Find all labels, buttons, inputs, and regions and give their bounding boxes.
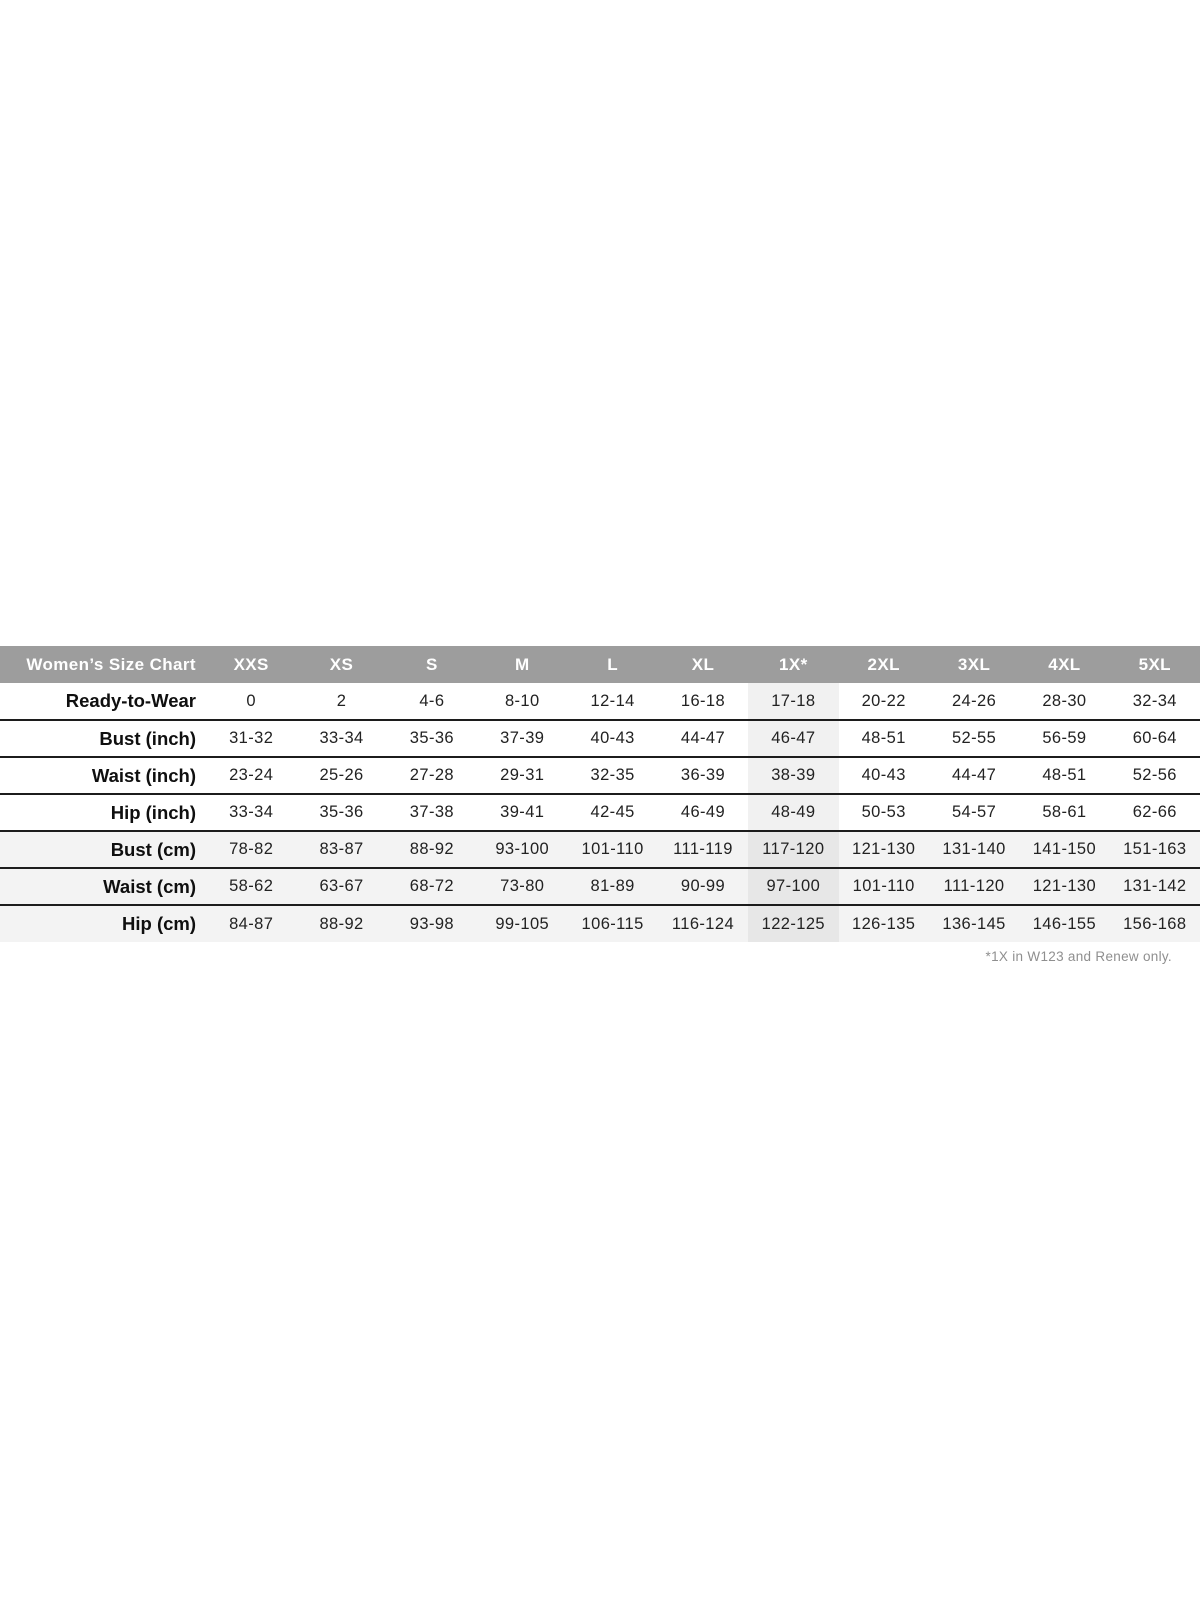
size-column-header: XS bbox=[296, 646, 386, 683]
size-cell: 106-115 bbox=[567, 905, 657, 942]
size-cell: 83-87 bbox=[296, 831, 386, 868]
size-cell: 111-120 bbox=[929, 868, 1019, 905]
row-label: Hip (cm) bbox=[0, 905, 206, 942]
size-cell: 68-72 bbox=[387, 868, 477, 905]
size-cell: 101-110 bbox=[567, 831, 657, 868]
size-column-header: 1X* bbox=[748, 646, 838, 683]
size-cell: 20-22 bbox=[861, 691, 906, 710]
size-cell: 63-67 bbox=[296, 868, 386, 905]
table-row bbox=[0, 868, 1200, 905]
table-header-row bbox=[0, 646, 1200, 683]
size-cell: 131-142 bbox=[1110, 868, 1200, 905]
size-cell: 16-18 bbox=[680, 691, 726, 710]
size-cell: 46-47 bbox=[748, 720, 838, 757]
table-row bbox=[0, 757, 1200, 794]
size-cell: 93-98 bbox=[387, 905, 477, 942]
table-body bbox=[0, 683, 1200, 942]
size-column-header: 2XL bbox=[839, 646, 929, 683]
table-row bbox=[0, 831, 1200, 868]
table-row bbox=[0, 794, 1200, 831]
size-column-header: 5XL bbox=[1110, 646, 1200, 683]
size-cell: 84-87 bbox=[206, 905, 296, 942]
size-cell: 28-30 bbox=[1042, 691, 1087, 710]
size-cell: 33-34 bbox=[296, 720, 386, 757]
size-cell: 42-45 bbox=[567, 794, 657, 831]
row-label: Waist (inch) bbox=[0, 757, 206, 794]
size-cell: 17-18 bbox=[748, 683, 838, 720]
size-cell: 40-43 bbox=[567, 720, 657, 757]
womens-size-chart-table bbox=[0, 646, 1200, 942]
size-cell: 62-66 bbox=[1110, 794, 1200, 831]
size-cell: 36-39 bbox=[658, 757, 748, 794]
size-chart-container bbox=[0, 646, 1200, 964]
row-label: Hip (inch) bbox=[0, 794, 206, 831]
size-cell: 32-34 bbox=[1132, 691, 1177, 710]
size-cell: 44-47 bbox=[929, 757, 1019, 794]
size-cell: 156-168 bbox=[1110, 905, 1200, 942]
size-cell: 78-82 bbox=[206, 831, 296, 868]
size-cell: 39-41 bbox=[477, 794, 567, 831]
size-cell: 54-57 bbox=[929, 794, 1019, 831]
table-title: Women’s Size Chart bbox=[0, 646, 206, 683]
row-label: Ready-to-Wear bbox=[65, 690, 196, 711]
size-column-header: XL bbox=[658, 646, 748, 683]
size-cell: 24-26 bbox=[951, 691, 997, 710]
size-cell: 25-26 bbox=[296, 757, 386, 794]
size-cell: 33-34 bbox=[206, 794, 296, 831]
size-cell: 131-140 bbox=[929, 831, 1019, 868]
size-cell: 12-14 bbox=[590, 691, 635, 710]
size-cell: 73-80 bbox=[477, 868, 567, 905]
size-cell: 151-163 bbox=[1110, 831, 1200, 868]
size-cell: 52-55 bbox=[929, 720, 1019, 757]
size-cell: 46-49 bbox=[658, 794, 748, 831]
footnote: *1X in W123 and Renew only. bbox=[985, 949, 1172, 964]
size-cell: 56-59 bbox=[1019, 720, 1109, 757]
size-cell: 50-53 bbox=[839, 794, 929, 831]
size-cell: 23-24 bbox=[206, 757, 296, 794]
size-cell: 48-49 bbox=[748, 794, 838, 831]
size-cell: 88-92 bbox=[296, 905, 386, 942]
size-cell: 8-10 bbox=[504, 691, 540, 710]
size-cell: 116-124 bbox=[658, 905, 748, 942]
size-cell: 126-135 bbox=[839, 905, 929, 942]
size-cell: 38-39 bbox=[748, 757, 838, 794]
size-cell: 48-51 bbox=[1019, 757, 1109, 794]
size-cell: 146-155 bbox=[1019, 905, 1109, 942]
row-label: Waist (cm) bbox=[0, 868, 206, 905]
size-cell: 40-43 bbox=[839, 757, 929, 794]
size-cell: 141-150 bbox=[1019, 831, 1109, 868]
size-cell: 121-130 bbox=[1019, 868, 1109, 905]
size-cell: 48-51 bbox=[839, 720, 929, 757]
size-cell: 111-119 bbox=[658, 831, 748, 868]
size-cell: 99-105 bbox=[477, 905, 567, 942]
size-cell: 31-32 bbox=[206, 720, 296, 757]
size-cell: 29-31 bbox=[477, 757, 567, 794]
table-header bbox=[0, 646, 1200, 683]
size-column-header: XXS bbox=[206, 646, 296, 683]
size-cell: 0 bbox=[246, 691, 256, 710]
table-row bbox=[0, 720, 1200, 757]
size-cell: 37-38 bbox=[387, 794, 477, 831]
size-cell: 35-36 bbox=[387, 720, 477, 757]
size-column-header: 3XL bbox=[929, 646, 1019, 683]
size-cell: 37-39 bbox=[477, 720, 567, 757]
size-cell: 58-61 bbox=[1019, 794, 1109, 831]
size-cell: 52-56 bbox=[1110, 757, 1200, 794]
size-cell: 81-89 bbox=[567, 868, 657, 905]
size-cell: 117-120 bbox=[748, 831, 838, 868]
size-cell: 101-110 bbox=[839, 868, 929, 905]
size-cell: 2 bbox=[336, 691, 347, 710]
size-cell: 4-6 bbox=[419, 691, 445, 710]
size-cell: 121-130 bbox=[839, 831, 929, 868]
size-cell: 90-99 bbox=[658, 868, 748, 905]
size-column-header: 4XL bbox=[1019, 646, 1109, 683]
size-cell: 60-64 bbox=[1110, 720, 1200, 757]
row-label: Bust (cm) bbox=[0, 831, 206, 868]
size-cell: 88-92 bbox=[387, 831, 477, 868]
table-row bbox=[0, 683, 1200, 720]
table-row bbox=[0, 905, 1200, 942]
size-cell: 35-36 bbox=[296, 794, 386, 831]
size-cell: 44-47 bbox=[658, 720, 748, 757]
size-cell: 32-35 bbox=[567, 757, 657, 794]
size-column-header: M bbox=[477, 646, 567, 683]
size-cell: 97-100 bbox=[748, 868, 838, 905]
size-cell: 58-62 bbox=[206, 868, 296, 905]
row-label: Bust (inch) bbox=[0, 720, 206, 757]
size-cell: 122-125 bbox=[748, 905, 838, 942]
size-cell: 136-145 bbox=[929, 905, 1019, 942]
size-column-header: S bbox=[387, 646, 477, 683]
size-cell: 27-28 bbox=[387, 757, 477, 794]
size-cell: 93-100 bbox=[477, 831, 567, 868]
size-column-header: L bbox=[567, 646, 657, 683]
